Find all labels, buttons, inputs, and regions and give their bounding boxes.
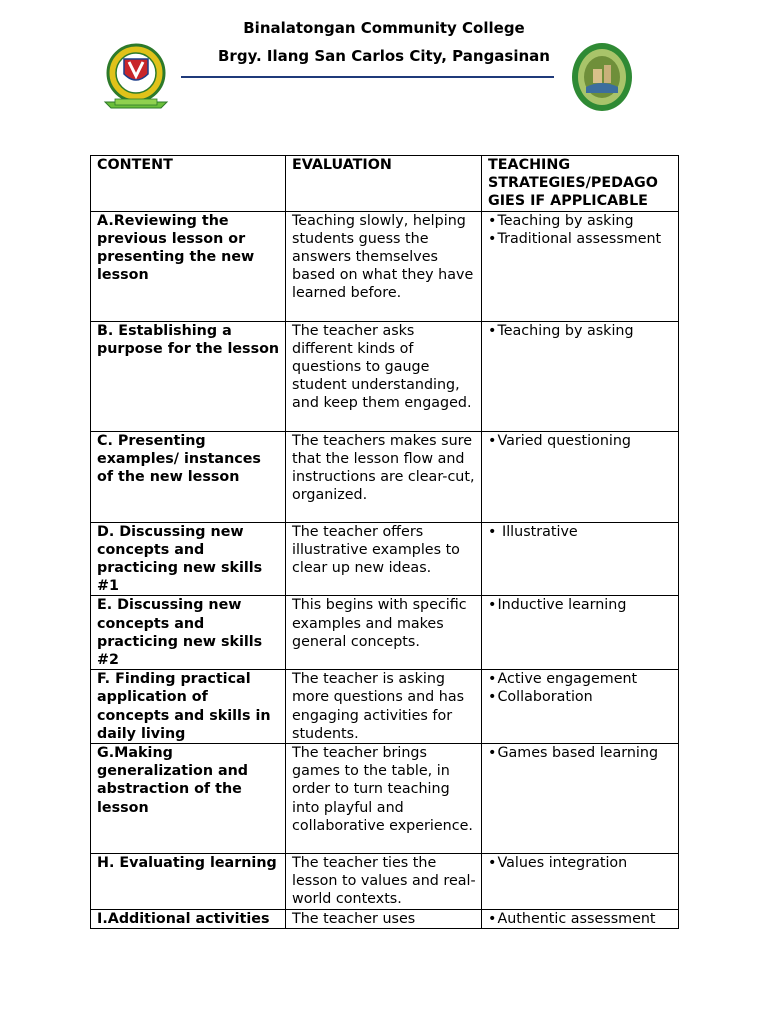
strategy-item: •Values integration [488, 855, 628, 872]
content-cell: D. Discussing new concepts and practicing new skills #1 [91, 522, 286, 596]
table-row [91, 744, 679, 854]
table-row [91, 596, 679, 670]
header-evaluation: EVALUATION [286, 156, 482, 212]
strategy-item: •Varied questioning [488, 432, 632, 449]
strategy-item: • Illustrative [488, 523, 578, 540]
table-row [91, 431, 679, 522]
table-header-row [91, 156, 679, 212]
strategy-item: •Teaching by asking [488, 212, 634, 229]
strategy-item: •Teaching by asking [488, 322, 634, 339]
college-address: Brgy. Ilang San Carlos City, Pangasinan [218, 47, 550, 65]
college-seal-icon [103, 42, 169, 112]
content-cell: A.Reviewing the previous lesson or presenting the new lesson [91, 211, 286, 321]
content-cell: F. Finding practical application of concepts and skills in daily living [91, 670, 286, 744]
header-content: CONTENT [91, 156, 286, 212]
evaluation-cell: This begins with specific examples and makes general concepts. [286, 596, 482, 670]
strategy-item: •Inductive learning [488, 597, 627, 614]
table-row [91, 854, 679, 910]
table-row [91, 909, 679, 928]
city-seal-icon [571, 41, 633, 113]
strategies-cell [482, 670, 679, 744]
evaluation-cell: Teaching slowly, helping students guess the answers themselves based on what they have learned before. [286, 211, 482, 321]
evaluation-cell: The teachers makes sure that the lesson flow and instructions are clear-cut, organized. [286, 431, 482, 522]
table-row [91, 211, 679, 321]
strategies-cell [482, 596, 679, 670]
strategy-item: •Collaboration [488, 689, 593, 706]
table-row [91, 670, 679, 744]
strategy-item: •Games based learning [488, 745, 659, 762]
strategy-item: •Active engagement [488, 671, 638, 688]
evaluation-cell: The teacher asks different kinds of questions to gauge student understanding, and keep them engaged. [286, 321, 482, 431]
table-row [91, 321, 679, 431]
strategies-cell [482, 854, 679, 910]
strategies-cell [482, 909, 679, 928]
strategies-cell [482, 211, 679, 321]
header-strategies: TEACHING STRATEGIES/PEDAGO GIES IF APPLICABLE [482, 156, 679, 212]
content-cell: G.Making generalization and abstraction of the lesson [91, 744, 286, 854]
evaluation-cell: The teacher is asking more questions and has engaging activities for students. [286, 670, 482, 744]
content-cell: E. Discussing new concepts and practicing new skills #2 [91, 596, 286, 670]
content-cell: B. Establishing a purpose for the lesson [91, 321, 286, 431]
table-row [91, 522, 679, 596]
header-divider [181, 76, 554, 78]
strategy-item: •Authentic assessment [488, 910, 656, 927]
college-name: Binalatongan Community College [243, 19, 525, 37]
content-cell: H. Evaluating learning [91, 854, 286, 910]
content-cell: I.Additional activities [91, 909, 286, 928]
evaluation-cell: The teacher brings games to the table, in order to turn teaching into playful and collaborative experience. [286, 744, 482, 854]
evaluation-cell: The teacher uses [286, 909, 482, 928]
evaluation-cell: The teacher offers illustrative examples to clear up new ideas. [286, 522, 482, 596]
strategies-cell [482, 522, 679, 596]
content-cell: C. Presenting examples/ instances of the new lesson [91, 431, 286, 522]
strategies-cell [482, 321, 679, 431]
strategy-item: •Traditional assessment [488, 230, 662, 247]
strategies-cell [482, 431, 679, 522]
evaluation-cell: The teacher ties the lesson to values and real-world contexts. [286, 854, 482, 910]
strategies-cell [482, 744, 679, 854]
lesson-plan-table [90, 155, 679, 929]
